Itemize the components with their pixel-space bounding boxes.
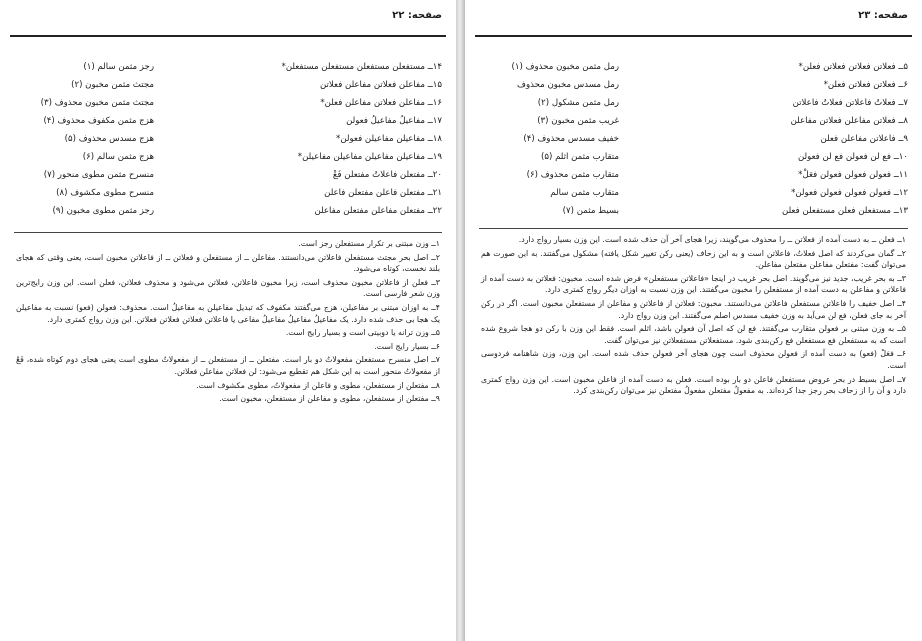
meter-table — [14, 62, 442, 224]
footnote: ۹ــ مفتعلن از مستفعلن، مطوی و مفاعلن از مستفعلن، مخبون است. — [219, 394, 440, 404]
meter-name: مجتث مثمن مخبون (۲) — [71, 80, 154, 90]
meter-name: مجتث مثمن مخبون محذوف (۳) — [40, 98, 154, 108]
header-rule — [10, 35, 446, 37]
meter-formula: ۱۸ــ مفاعیلن مفاعیلن فعولن* — [336, 134, 442, 144]
section-divider — [14, 232, 442, 233]
meter-name: رمل مسدس مخبون محذوف — [517, 80, 619, 90]
meter-row — [479, 188, 908, 206]
meter-row — [479, 80, 908, 98]
footnote: ۴ــ اصل خفیف را فاعلاتن مستفعلن فاعلاتن می‌دانستند. مخبون: فعلاتن از فاعلاتن و مفاعلن از مستفعلن مخبون است. اگر در رکن آخر به جای فعلن، فع لن می‌آید به وزن خفیف مسدس اصلم می‌گفتند. این وزن رواج دارد. — [481, 298, 906, 320]
meter-row — [14, 80, 442, 98]
page-23 — [465, 0, 922, 641]
meter-name: منسرح مطوی مکشوف (۸) — [56, 188, 154, 198]
meter-formula: ۸ــ فعلاتن مفاعلن فعلاتن مفاعلن — [790, 116, 908, 126]
meter-row — [14, 152, 442, 170]
meter-formula: ۲۲ــ مفتعلن مفاعلن مفتعلن مفاعلن — [314, 206, 442, 216]
meter-formula: ۷ــ فعلاتُ فاعلاتن فعلاتُ فاعلاتن — [792, 98, 908, 108]
meter-name: متقارب مثمن سالم — [550, 188, 619, 198]
meter-name: رمل مثمن مشکول (۲) — [537, 98, 619, 108]
meter-name: هزج مثمن سالم (۶) — [82, 152, 154, 162]
meter-formula: ۱۱ــ فعولن فعولن فعولن فعَلْ* — [798, 170, 908, 180]
meter-name: رمل مثمن مخبون محذوف (۱) — [511, 62, 619, 72]
footnote: ۶ــ فعَلْ (فعو) به دست آمده از فعولن محذوف است چون هجای آخر فعولن حذف شده است. این وزن، وزن شاهنامه فردوسی است. — [481, 349, 906, 370]
meter-formula: ۵ــ فعلاتن فعلاتن فعلاتن فعلن* — [798, 62, 908, 72]
footnote: ۶ــ بسیار رایج است. — [374, 341, 440, 351]
book-gutter — [456, 0, 465, 641]
footnote: ۵ــ به وزن مبتنی بر فعولن متقارب می‌گفتند. فع لن که اصل آن فعولن باشد، اثلم است. فقط این وزن با رکن دو هجا شروع شده است که به مستفعلن فع مستفعلن فع رکن‌بندی شود. مستفعلاتن مستفعلاتن نیز می‌توان گفت. — [481, 324, 906, 345]
page-number-header: صفحه: ۲۳ — [858, 10, 908, 21]
section-divider — [479, 228, 908, 229]
meter-name: رجز مثمن سالم (۱) — [83, 62, 154, 72]
meter-formula: ۲۱ــ مفتعلن فاعلن مفتعلن فاعلن — [324, 188, 442, 198]
meter-row — [479, 206, 908, 224]
footnote: ۸ــ مفتعلن از مستفعلن، مطوی و فاعلن از مفعولاتُ، مطوی مکشوف است. — [196, 380, 440, 390]
meter-formula: ۱۴ــ مستفعلن مستفعلن مستفعلن مستفعلن* — [281, 62, 442, 72]
meter-row — [14, 62, 442, 80]
page-22 — [0, 0, 456, 641]
meter-name: خفیف مسدس محذوف (۴) — [523, 134, 619, 144]
meter-formula: ۲۰ــ مفتعلن فاعلاتُ مفتعلن فَعْ — [332, 170, 442, 180]
meter-name: متقارب مثمن اثلم (۵) — [541, 152, 619, 162]
meter-name: غریب مثمن مخبون (۳) — [537, 116, 619, 126]
meter-table — [479, 62, 908, 224]
meter-row — [14, 98, 442, 116]
meter-formula: ۱۶ــ مفاعلن فعلاتن مفاعلن فعلن* — [320, 98, 442, 108]
meter-formula: ۹ــ فاعلاتن مفاعلن فعلن — [820, 134, 908, 144]
meter-row — [479, 170, 908, 188]
meter-formula: ۱۳ــ مستفعلن فعلن مستفعلن فعلن — [782, 206, 908, 216]
meter-name: رجز مثمن مطوی مخبون (۹) — [52, 206, 154, 216]
meter-row — [14, 170, 442, 188]
meter-name: هزج مسدس محذوف (۵) — [64, 134, 154, 144]
page-number-header: صفحه: ۲۲ — [392, 10, 442, 21]
footnote: ۷ــ اصل بسیط در بحر عروض مستفعلن فاعلن دو بار بوده است. فعلن به دست آمده از فاعلن مخبون است. این وزن رواج کمتری دارد و آن را از زحاف بحر رجز جدا کرده‌اند. به مفعولُ مفتعلن مفعولُ مفتعلن نیز می‌توان رکن‌بندی کرد. — [481, 374, 906, 396]
header-rule — [475, 35, 912, 37]
meter-row — [14, 134, 442, 152]
footnote: ۵ــ وزن ترانه یا دوبیتی است و بسیار رایج است. — [285, 328, 440, 338]
footnote: ۱ــ فعلن ــ به دست آمده از فعلاتن ــ را محذوف می‌گویند، زیرا هجای آخر آن حذف شده است. این وزن بسیار رواج دارد. — [518, 235, 906, 244]
footnote: ۷ــ اصل منسرح مستفعلن مفعولاتُ دو بار است. مفتعلن ــ از مستفعلن ــ از مفعولاتُ مطوی است یعنی هجای دوم کوتاه شده، فَعْ از مفعولاتُ منحور است به این شکل هم تقطیع می‌شود: لن فعلاتن مفاعلن فعلاتن. — [16, 355, 440, 376]
meter-name: هزج مثمن مکفوف محذوف (۴) — [43, 116, 154, 126]
meter-formula: ۱۲ــ فعولن فعولن فعولن فعولن* — [791, 188, 908, 198]
footnote: ۲ــ اصل بحر مجتث مستفعلن فاعلاتن می‌دانستند. مفاعلن ــ از مستفعلن و فعلاتن ــ از فاعلاتن مخبون است، یعنی وقتی که هجای بلند نخست، کوتاه می‌شود. — [16, 252, 440, 274]
footnote: ۲ــ گمان می‌کردند که اصل فعلاتُ، فاعلاتن است و به این زحاف (یعنی رکن تغییر شکل یافته) مشکول می‌گفتند. به این صورت هم می‌توان گفت: مفتعلن مفاعلن مفتعلن مفاعلن. — [481, 248, 906, 270]
meter-formula: ۶ــ فعلاتن فعلاتن فعلن* — [823, 80, 908, 90]
meter-row — [479, 116, 908, 134]
meter-formula: ۱۷ــ مفاعیلُ مفاعیلُ فعولن — [346, 116, 442, 126]
meter-formula: ۱۹ــ مفاعیلن مفاعیلن مفاعیلن مفاعیلن* — [297, 152, 442, 162]
meter-row — [14, 188, 442, 206]
meter-name: منسرح مثمن مطوی منحور (۷) — [43, 170, 154, 180]
footnotes — [16, 238, 440, 407]
meter-row — [14, 206, 442, 224]
meter-formula: ۱۰ــ فع لن فعولن فع لن فعولن — [797, 152, 908, 162]
footnote: ۴ــ به اوزان مبتنی بر مفاعیلن، هزج می‌گفتند مکفوف که تبدیل مفاعیلن به مفاعیلُ است. محذوف: فعولن (فعو) نسبت به مفاعیلن یک هجا بی حذف شده دارد. یک مفاعیلُ مفاعیلُ مفاعیلُ مفاعی یا فاعلاتن فعلاتن فعلاتن فعلاتن. این وزن رواج کمتری دارد. — [16, 302, 440, 324]
footnote: ۱ــ وزن مبتنی بر تکرار مستفعلن رجز است. — [298, 239, 440, 248]
meter-row — [14, 116, 442, 134]
meter-row — [479, 134, 908, 152]
footnote: ۳ــ فعلن از فاعلاتن مخبون محذوف است، زیرا مخبون فاعلاتن، فعلاتن می‌شود و محذوف فعلاتن، فعلن است. این وزن رایج‌ترین وزن شعر فارسی است. — [16, 277, 440, 299]
footnotes — [481, 234, 906, 399]
meter-formula: ۱۵ــ مفاعلن فعلاتن مفاعلن فعلاتن — [320, 80, 442, 90]
meter-row — [479, 152, 908, 170]
meter-row — [479, 62, 908, 80]
footnote: ۳ــ به بحر غریب، جدید نیز می‌گویند. اصل بحر غریب در اینجا «فاعلاتن مستفعلن» فرض شده است. مخبون: فعلاتن به دست آمده از فاعلاتن و مفاعلن به دست آمده از مستفعلن را مخبون می‌گفتند. این وزن نسبت به اوزان دیگر رواج کمتری دارد. — [481, 273, 906, 295]
meter-row — [479, 98, 908, 116]
meter-name: متقارب مثمن محذوف (۶) — [526, 170, 619, 180]
meter-name: بسیط مثمن (۷) — [562, 206, 619, 216]
